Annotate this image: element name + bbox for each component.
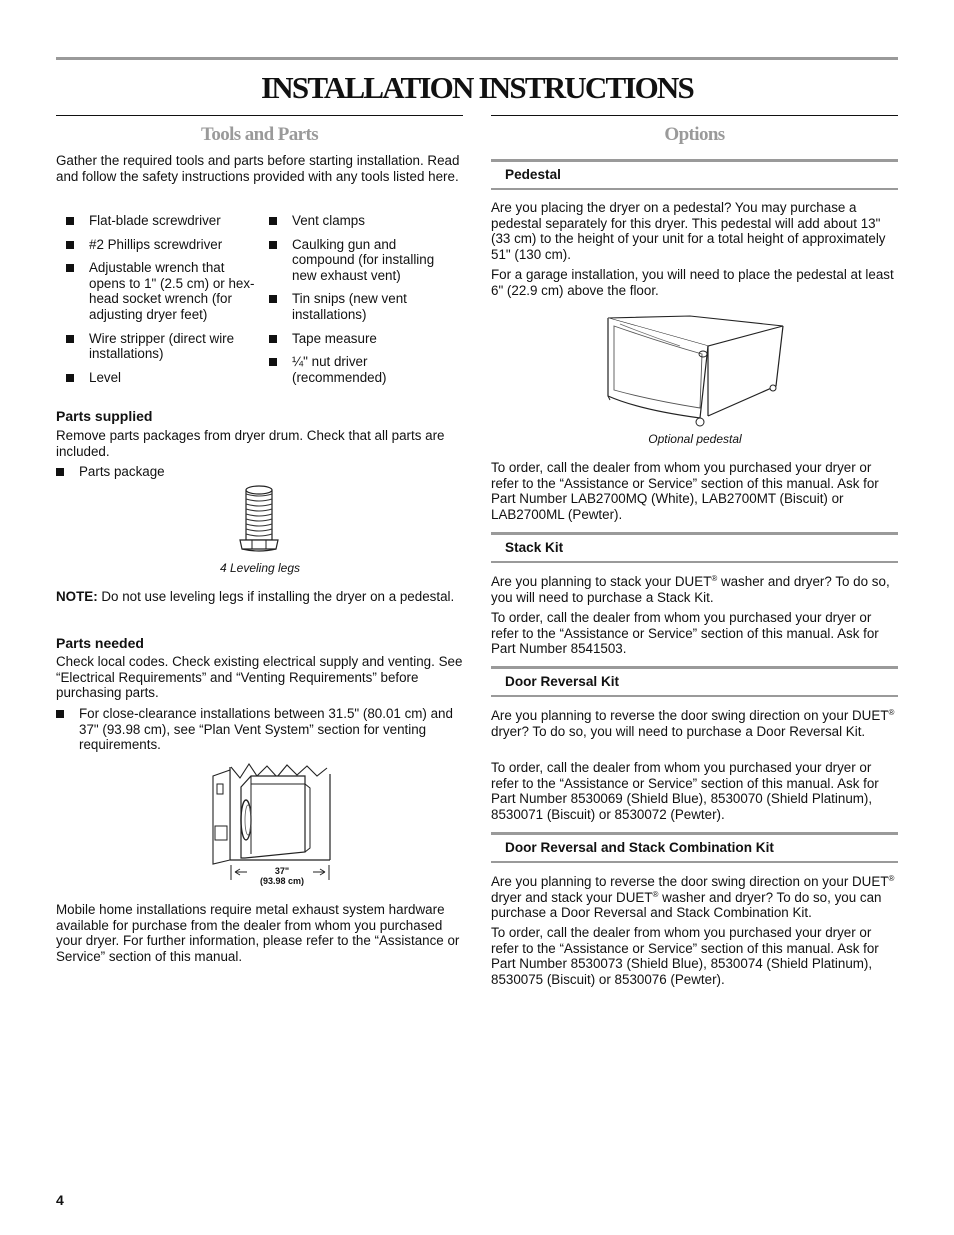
parts-supplied-text: Remove parts packages from dryer drum. Check that all parts are included. bbox=[56, 428, 445, 459]
pedestal-p1: Are you placing the dryer on a pedestal? You may purchase a pedestal separately for this dryer. This pedestal will add about 13" (33 cm) to the height of your unit for a total height of approximately 51" (130 cm). bbox=[491, 200, 886, 262]
left-column-rule bbox=[56, 115, 463, 116]
combo-kit-label: Door Reversal and Stack Combination Kit bbox=[505, 840, 774, 855]
parts-needed-text: Check local codes. Check existing electrical supply and venting. See “Electrical Requirements” and “Venting Requirements” before purchasing parts. bbox=[56, 654, 463, 701]
tools-list-right bbox=[259, 213, 461, 393]
list-item: Tape measure bbox=[259, 331, 461, 347]
close-clearance-list bbox=[46, 706, 461, 761]
subheading-rule bbox=[491, 561, 898, 563]
subheading-rule bbox=[491, 695, 898, 697]
bullet-icon bbox=[269, 217, 277, 225]
door-reversal-subheading bbox=[491, 666, 898, 697]
list-item: ¼" nut driver (recommended) bbox=[259, 354, 461, 385]
subheading-rule bbox=[491, 188, 898, 190]
combo-kit-p2: To order, call the dealer from whom you purchased your dryer or refer to the “Assistance or Service” section of this manual. Ask for Part Number 8530073 (Shield Blue), 8530074 (Shield Platinum), 8530075 (Biscuit) or 8530076 (Pewter). bbox=[491, 925, 879, 987]
page-number: 4 bbox=[56, 1192, 64, 1208]
door-reversal-label: Door Reversal Kit bbox=[505, 674, 620, 689]
bullet-icon bbox=[56, 710, 64, 718]
parts-needed-heading: Parts needed bbox=[56, 635, 144, 651]
combo-kit-p1: Are you planning to reverse the door swing direction on your DUET® dryer and stack your DUET® washer and dryer? To do so, you can purchase a Door Reversal and Stack Combination Kit. bbox=[491, 874, 895, 921]
door-reversal-p1: Are you planning to reverse the door swing direction on your DUET® dryer? To do so, you will need to purchase a Door Reversal Kit. bbox=[491, 708, 895, 739]
list-item: Parts package bbox=[46, 464, 346, 480]
right-column-rule bbox=[491, 115, 898, 116]
parts-supplied-heading: Parts supplied bbox=[56, 408, 153, 424]
dimension-cm: (93.98 cm) bbox=[259, 876, 305, 886]
bullet-icon bbox=[269, 335, 277, 343]
pedestal-p2: For a garage installation, you will need to place the pedestal at least 6" (22.9 cm) above the floor. bbox=[491, 267, 894, 298]
list-item: Tin snips (new vent installations) bbox=[259, 291, 461, 322]
bullet-icon bbox=[56, 468, 64, 476]
stack-kit-subheading bbox=[491, 532, 898, 563]
bullet-icon bbox=[66, 374, 74, 382]
door-reversal-p2: To order, call the dealer from whom you purchased your dryer or refer to the “Assistance or Service” section of this manual. Ask for Part Number 8530069 (Shield Blue), 8530070 (Shield Platinum), 8530071 (Biscuit) or 8530072 (Pewter). bbox=[491, 760, 879, 822]
leveling-legs-caption: 4 Leveling legs bbox=[219, 561, 301, 575]
leveling-leg-illustration bbox=[236, 482, 282, 554]
options-heading: Options bbox=[664, 124, 725, 145]
bullet-icon bbox=[66, 335, 74, 343]
bullet-icon bbox=[269, 295, 277, 303]
list-item: Level bbox=[56, 370, 256, 386]
stack-kit-p1: Are you planning to stack your DUET® washer and dryer? To do so, you will need to purchase a Stack Kit. bbox=[491, 574, 890, 605]
stack-kit-label: Stack Kit bbox=[505, 540, 564, 555]
bullet-icon bbox=[66, 264, 74, 272]
bullet-icon bbox=[269, 358, 277, 366]
pedestal-label: Pedestal bbox=[505, 167, 561, 182]
tools-parts-heading: Tools and Parts bbox=[201, 124, 318, 145]
list-item: Adjustable wrench that opens to 1" (2.5 cm) or hex-head socket wrench (for adjusting dryer feet) bbox=[56, 260, 256, 322]
bullet-icon bbox=[66, 241, 74, 249]
combo-kit-subheading bbox=[491, 832, 898, 863]
pedestal-p3: To order, call the dealer from whom you purchased your dryer or refer to the “Assistance or Service” section of this manual. Ask for Part Number LAB2700MQ (White), LAB2700MT (Biscuit) or LAB2700ML (Pewter). bbox=[491, 460, 879, 522]
subheading-rule bbox=[491, 532, 898, 535]
list-item: Vent clamps bbox=[259, 213, 461, 229]
pedestal-subheading bbox=[491, 159, 898, 190]
note-paragraph bbox=[56, 589, 461, 605]
note-text: Do not use leveling legs if installing the dryer on a pedestal. bbox=[97, 589, 455, 604]
list-item: #2 Phillips screwdriver bbox=[56, 237, 256, 253]
stack-kit-p2: To order, call the dealer from whom you purchased your dryer or refer to the “Assistance or Service” section of this manual. Ask for Part Number 8541503. bbox=[491, 610, 879, 657]
dimension-inches: 37" bbox=[274, 866, 290, 876]
top-rule bbox=[56, 57, 898, 60]
pedestal-illustration bbox=[600, 314, 790, 428]
tools-list-left bbox=[56, 213, 256, 393]
list-item: For close-clearance installations between 31.5" (80.01 cm) and 37" (93.98 cm), see “Plan Vent System” section for venting requirements. bbox=[46, 706, 461, 753]
dimension-label bbox=[240, 866, 324, 886]
parts-supplied-list bbox=[46, 464, 346, 488]
subheading-rule bbox=[491, 159, 898, 162]
bullet-icon bbox=[66, 217, 74, 225]
note-label: NOTE: bbox=[56, 589, 98, 604]
subheading-rule bbox=[491, 666, 898, 669]
bullet-icon bbox=[269, 241, 277, 249]
list-item: Flat-blade screwdriver bbox=[56, 213, 256, 229]
subheading-rule bbox=[491, 832, 898, 835]
list-item: Wire stripper (direct wire installations) bbox=[56, 331, 256, 362]
pedestal-caption: Optional pedestal bbox=[648, 432, 742, 446]
subheading-rule bbox=[491, 861, 898, 863]
page-title: INSTALLATION INSTRUCTIONS bbox=[261, 70, 693, 105]
mobile-home-text: Mobile home installations require metal exhaust system hardware available for purchase from the dealer from whom you purchased your dryer. For further information, please refer to the “Assistance or Service” section of this manual. bbox=[56, 902, 460, 964]
tools-intro: Gather the required tools and parts before starting installation. Read and follow the safety instructions provided with any tools listed here. bbox=[56, 153, 460, 184]
list-item: Caulking gun and compound (for installing new exhaust vent) bbox=[259, 237, 461, 284]
